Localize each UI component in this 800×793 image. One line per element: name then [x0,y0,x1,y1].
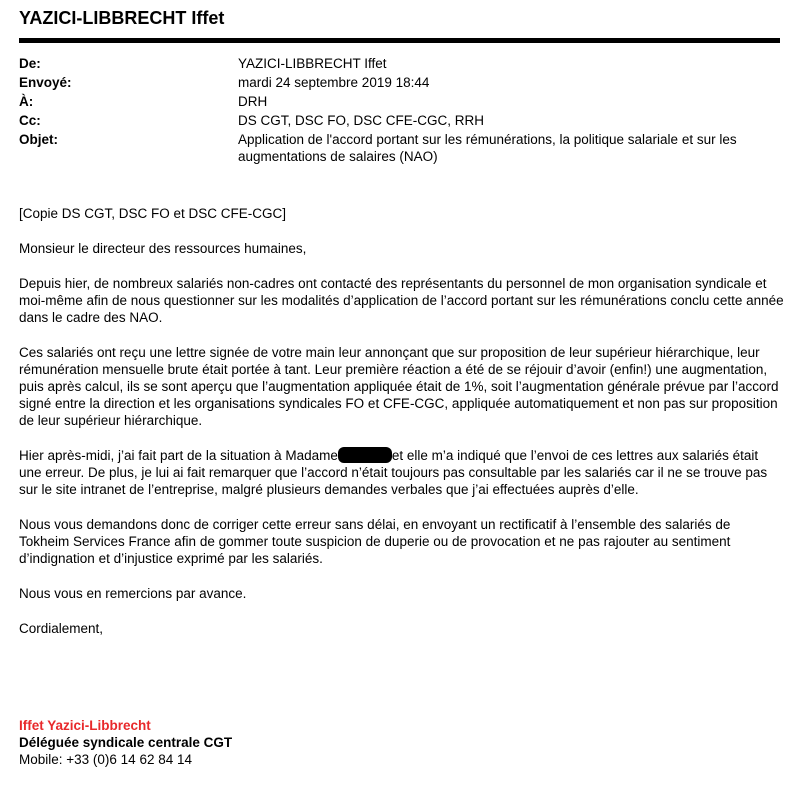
header-value-from: YAZICI-LIBBRECHT Iffet [238,56,387,71]
header-label: Cc: [19,113,41,128]
header-label: Envoyé: [19,75,72,90]
paragraph-4: Nous vous demandons donc de corriger cette erreur sans délai, en envoyant un rectificatif à l’ensemble des salariés de Tokheim Services France afin de gommer toute suspicion de duperie ou de provocation et ne pas rajouter au sentiment d’indignation et d’injustice exprimé par les salariés. [19,517,731,566]
header-row-to [19,93,779,110]
paragraph-3 [19,447,784,498]
header-value-cc: DS CGT, DSC FO, DSC CFE-CGC, RRH [238,113,485,128]
paragraph-3-start: Hier après-midi, j’ai fait part de la situation à Madame [19,448,338,463]
header-divider [19,38,780,43]
redacted-name [338,447,392,463]
greeting: Monsieur le directeur des ressources humaines, [19,241,307,256]
signature-block [19,717,619,768]
header-row-subject [19,131,779,165]
header-label: De: [19,56,41,71]
signature-role: Déléguée syndicale centrale CGT [19,735,233,750]
closing: Cordialement, [19,621,104,636]
signature-phone: Mobile: +33 (0)6 14 62 84 14 [19,752,192,767]
paragraph-1: Depuis hier, de nombreux salariés non-cadres ont contacté des représentants du personnel de mon organisation syndicale et moi-même afin de nous questionner sur les modalités d’application de l’accord portant sur les rémunérations conclu cette année dans le cadre des NAO. [19,276,784,325]
header-value-sent: mardi 24 septembre 2019 18:44 [238,75,430,90]
header-row-from [19,55,779,72]
header-label: À: [19,94,34,109]
header-value-subject: Application de l'accord portant sur les rémunérations, la politique salariale et sur les augmentations de salaires (NAO) [238,132,737,164]
email-header [19,55,779,167]
paragraph-3-end: et elle m’a indiqué que l’envoi de ces lettres aux salariés était une erreur. De plus, je lui ai fait remarquer que l’accord n’était toujours pas consultable par les salariés car il ne se trouve pas sur le site intranet de l’entreprise, malgré plusieurs demandes verbales que j’ai effectuées auprès d’elle. [19,448,768,497]
header-row-sent [19,74,779,91]
email-title: YAZICI-LIBBRECHT Iffet [19,8,225,28]
header-row-cc [19,112,779,129]
signature-name: Iffet Yazici-Libbrecht [19,718,151,733]
email-body [19,205,784,655]
copy-line: [Copie DS CGT, DSC FO et DSC CFE-CGC] [19,206,287,221]
header-value-to: DRH [238,94,268,109]
header-label: Objet: [19,132,58,147]
paragraph-5: Nous vous en remercions par avance. [19,586,247,601]
paragraph-2: Ces salariés ont reçu une lettre signée de votre main leur annonçant que sur proposition de leur supérieur hiérarchique, leur rémunération mensuelle brute était portée à tant. Leur première réaction a été de se réjouir d’avoir (enfin!) une augmentation, puis après calcul, ils se sont aperçu que l’augmentation appliquée était de 1%, soit l’augmentation générale prévue par l’accord signé entre la direction et les organisations syndicales FO et CFE-CGC, appliquée automatiquement et non pas sur proposition de leur supérieur hiérarchique. [19,345,779,428]
